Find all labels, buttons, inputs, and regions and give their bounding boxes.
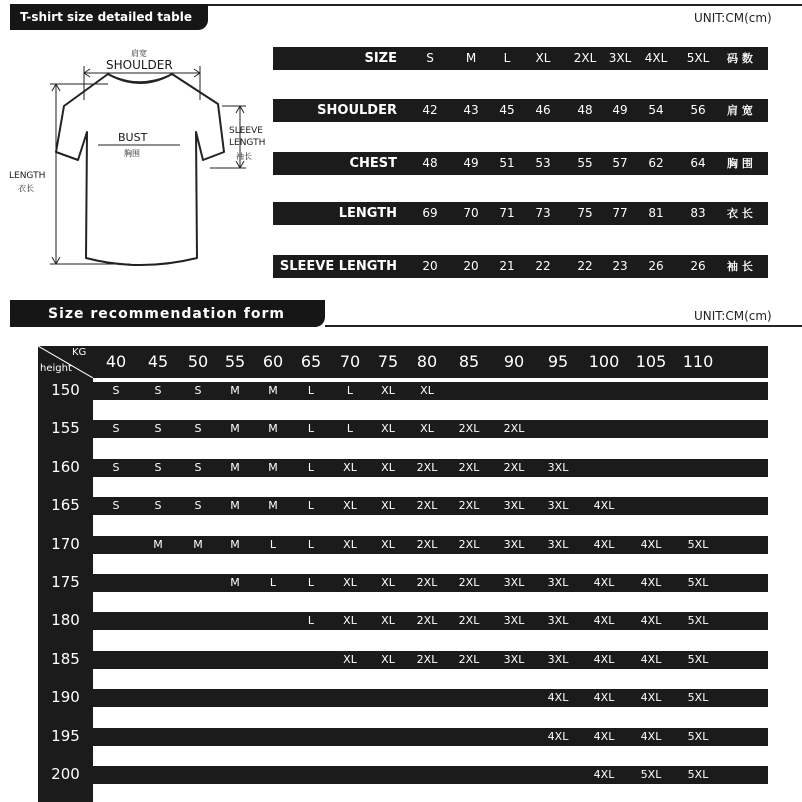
weight-header: 70: [339, 352, 361, 371]
recommendation-cell: L: [269, 576, 277, 589]
weight-header: 80: [416, 352, 438, 371]
section2-unit: UNIT:CM(cm): [694, 309, 772, 323]
weight-header: 85: [458, 352, 480, 371]
recommendation-cell: XL: [381, 576, 395, 589]
recommendation-cell: M: [230, 537, 240, 551]
size-table-cell: 51: [499, 156, 515, 170]
size-row-label-cn: 肩 宽: [727, 104, 753, 117]
weight-header: 55: [224, 352, 246, 371]
recommendation-cell: 4XL: [640, 729, 662, 743]
recommendation-cell: L: [307, 576, 315, 589]
recommendation-cell: S: [194, 384, 202, 397]
recommendation-cell: 4XL: [593, 652, 615, 666]
length-label: LENGTH: [9, 171, 46, 181]
sleeve-label-1: SLEEVE: [229, 126, 263, 136]
bust-label-cn: 胸围: [124, 149, 140, 158]
recommendation-cell: L: [346, 384, 354, 397]
recommendation-cell: 5XL: [687, 729, 709, 743]
recommendation-cell: XL: [381, 537, 395, 551]
size-table-cell: L: [503, 51, 511, 65]
recommendation-cell: L: [346, 422, 354, 436]
recommendation-cell: 4XL: [640, 652, 662, 666]
recommendation-cell: S: [154, 460, 162, 474]
size-row-label: CHEST: [349, 156, 397, 171]
recommendation-cell: 3XL: [547, 537, 569, 551]
size-table-cell: 5XL: [686, 51, 710, 65]
recommendation-cell: 5XL: [687, 768, 709, 781]
recommendation-row: [93, 459, 768, 477]
size-table-cell: 49: [612, 103, 628, 117]
recommendation-cell: 3XL: [503, 537, 525, 551]
size-row-label-cn: 码 数: [727, 52, 753, 65]
height-label-cell: 160: [51, 457, 80, 476]
size-table-cell: 69: [422, 206, 438, 220]
section2-title: [10, 300, 325, 327]
recommendation-cell: L: [307, 422, 315, 436]
height-label-cell: 185: [51, 649, 80, 668]
section2-divider: [325, 325, 802, 327]
recommendation-cell: S: [194, 499, 202, 513]
recommendation-cell: 2XL: [503, 460, 525, 474]
height-label-cell: 170: [51, 534, 80, 553]
size-table-row: [273, 152, 768, 175]
size-table-cell: 55: [577, 156, 593, 170]
recommendation-cell: 2XL: [416, 652, 438, 666]
size-table-cell: 71: [499, 206, 515, 220]
sleeve-label-2: LENGTH: [229, 138, 266, 148]
recommendation-cell: S: [194, 422, 202, 436]
recommendation-row: [93, 574, 768, 592]
bust-label: BUST: [118, 131, 148, 144]
recommendation-cell: M: [230, 384, 240, 397]
size-table-cell: 3XL: [608, 51, 632, 65]
height-label-cell: 190: [51, 688, 80, 707]
size-table-cell: 43: [463, 103, 479, 117]
shoulder-label: SHOULDER: [106, 58, 173, 72]
recommendation-cell: L: [307, 499, 315, 513]
recommendation-cell: 2XL: [458, 652, 480, 666]
weight-header: 75: [377, 352, 399, 371]
recommendation-cell: S: [154, 384, 162, 397]
size-table-cell: 22: [577, 259, 593, 273]
recommendation-cell: S: [154, 499, 162, 513]
size-table-cell: 83: [690, 206, 706, 220]
weight-header: 95: [547, 352, 569, 371]
size-table-cell: 2XL: [573, 51, 597, 65]
size-table-row: [273, 202, 768, 225]
height-label: height: [40, 363, 72, 374]
length-label-cn: 衣长: [18, 184, 34, 193]
size-table-cell: 21: [499, 259, 515, 273]
size-table-cell: 53: [535, 156, 551, 170]
height-label-cell: 195: [51, 726, 80, 745]
recommendation-cell: 3XL: [547, 614, 569, 628]
kg-label: KG: [72, 347, 87, 358]
size-table-cell: 26: [648, 259, 664, 273]
recommendation-cell: S: [112, 384, 120, 397]
recommendation-cell: 4XL: [593, 729, 615, 743]
recommendation-cell: 5XL: [687, 614, 709, 628]
recommendation-row: [93, 689, 768, 707]
size-row-label: SHOULDER: [317, 103, 397, 118]
section1-title: [10, 4, 208, 30]
recommendation-cell: 4XL: [547, 729, 569, 743]
height-label-cell: 200: [51, 765, 80, 783]
size-table-cell: 45: [499, 103, 515, 117]
recommendation-cell: XL: [381, 614, 395, 628]
size-table-cell: 54: [648, 103, 664, 117]
recommendation-cell: 2XL: [416, 576, 438, 589]
recommendation-cell: 4XL: [593, 499, 615, 513]
height-label-cell: 180: [51, 611, 80, 630]
size-table-cell: 22: [535, 259, 551, 273]
recommendation-row: [93, 728, 768, 746]
recommendation-cell: 2XL: [458, 422, 480, 436]
recommendation-cell: 5XL: [687, 691, 709, 705]
recommendation-cell: L: [269, 537, 277, 551]
recommendation-cell: 5XL: [640, 768, 662, 781]
weight-header: 45: [147, 352, 169, 371]
weight-header: 105: [635, 352, 667, 371]
recommendation-cell: S: [112, 422, 120, 436]
recommendation-cell: XL: [420, 422, 434, 436]
section1-divider: [208, 4, 802, 6]
recommendation-cell: XL: [343, 614, 357, 628]
weight-header: 60: [262, 352, 284, 371]
recommendation-cell: 4XL: [593, 614, 615, 628]
recommendation-cell: 3XL: [503, 652, 525, 666]
height-label-cell: 150: [51, 381, 80, 399]
recommendation-cell: M: [230, 422, 240, 436]
size-table-cell: 49: [463, 156, 479, 170]
size-row-label: LENGTH: [338, 206, 397, 221]
recommendation-cell: 3XL: [547, 499, 569, 513]
shoulder-label-cn: 肩宽: [131, 49, 147, 58]
recommendation-cell: XL: [381, 422, 395, 436]
size-table-cell: 75: [577, 206, 593, 220]
recommendation-cell: 2XL: [416, 460, 438, 474]
recommendation-cell: 3XL: [547, 460, 569, 474]
recommendation-cell: 4XL: [593, 537, 615, 551]
recommendation-cell: 2XL: [458, 537, 480, 551]
size-table-cell: 77: [612, 206, 628, 220]
section2-title-text: Size recommendation form: [48, 305, 285, 322]
recommendation-cell: XL: [381, 384, 395, 397]
recommendation-cell: 2XL: [458, 460, 480, 474]
recommendation-cell: XL: [343, 460, 357, 474]
height-label-cell: 155: [51, 419, 80, 438]
recommendation-cell: XL: [381, 460, 395, 474]
recommendation-cell: 2XL: [416, 499, 438, 513]
section1-title-text: T-shirt size detailed table: [20, 10, 192, 24]
recommendation-cell: L: [307, 614, 315, 628]
size-table-cell: S: [426, 51, 434, 65]
recommendation-row: [93, 612, 768, 630]
size-row-label: SIZE: [364, 51, 397, 66]
size-table-cell: 73: [535, 206, 551, 220]
size-table-cell: 42: [422, 103, 438, 117]
size-table-cell: 23: [612, 259, 628, 273]
recommendation-row: [93, 766, 768, 784]
recommendation-cell: 3XL: [503, 499, 525, 513]
size-row-label-cn: 胸 围: [727, 157, 753, 170]
recommendation-cell: M: [230, 576, 240, 589]
size-table-cell: XL: [535, 51, 551, 65]
recommendation-cell: 4XL: [593, 576, 615, 589]
size-table-row: [273, 99, 768, 122]
size-table-cell: 70: [463, 206, 479, 220]
recommendation-cell: M: [230, 499, 240, 513]
recommendation-cell: XL: [381, 499, 395, 513]
size-table-cell: 26: [690, 259, 706, 273]
recommendation-cell: 5XL: [687, 576, 709, 589]
recommendation-row: [93, 536, 768, 554]
recommendation-cell: XL: [343, 576, 357, 589]
weight-header: 40: [105, 352, 127, 371]
sleeve-label-cn: 袖长: [236, 152, 252, 161]
recommendation-cell: 4XL: [593, 768, 615, 781]
size-table-cell: 20: [463, 259, 479, 273]
recommendation-cell: 5XL: [687, 652, 709, 666]
size-table-cell: 64: [690, 156, 706, 170]
recommendation-cell: 3XL: [547, 652, 569, 666]
recommendation-cell: M: [230, 460, 240, 474]
recommendation-cell: S: [112, 499, 120, 513]
weight-header: 100: [588, 352, 620, 371]
recommendation-cell: M: [193, 537, 203, 551]
recommendation-cell: 4XL: [547, 691, 569, 705]
height-label-cell: 175: [51, 573, 80, 591]
recommendation-cell: 4XL: [640, 614, 662, 628]
recommendation-cell: 3XL: [503, 614, 525, 628]
recommendation-cell: 2XL: [458, 576, 480, 589]
size-row-label: SLEEVE LENGTH: [279, 259, 397, 274]
recommendation-cell: S: [112, 460, 120, 474]
recommendation-cell: L: [307, 384, 315, 397]
recommendation-cell: 2XL: [458, 499, 480, 513]
size-table-cell: 48: [422, 156, 438, 170]
recommendation-cell: 4XL: [640, 691, 662, 705]
size-table-row: [273, 255, 768, 278]
recommendation-cell: L: [307, 537, 315, 551]
recommendation-cell: M: [268, 460, 278, 474]
size-table-cell: M: [465, 51, 477, 65]
size-table-cell: 20: [422, 259, 438, 273]
recommendation-cell: XL: [381, 652, 395, 666]
size-table-cell: 4XL: [644, 51, 668, 65]
recommendation-row: [93, 651, 768, 669]
weight-header: 90: [503, 352, 525, 371]
recommendation-cell: 2XL: [416, 614, 438, 628]
recommendation-cell: 2XL: [416, 537, 438, 551]
recommendation-cell: XL: [343, 499, 357, 513]
height-label-cell: 165: [51, 496, 80, 515]
recommendation-cell: M: [268, 384, 278, 397]
size-table-cell: 81: [648, 206, 664, 220]
recommendation-cell: 3XL: [503, 576, 525, 589]
recommendation-cell: L: [307, 460, 315, 474]
tshirt-icon: [0, 40, 272, 280]
section1-unit: UNIT:CM(cm): [694, 11, 772, 25]
recommendation-cell: S: [154, 422, 162, 436]
recommendation-cell: XL: [343, 537, 357, 551]
recommendation-cell: M: [268, 422, 278, 436]
size-table-cell: 62: [648, 156, 664, 170]
recommendation-cell: XL: [343, 652, 357, 666]
size-table-cell: 48: [577, 103, 593, 117]
recommendation-cell: 2XL: [503, 422, 525, 436]
recommendation-cell: M: [153, 537, 163, 551]
tshirt-diagram: [0, 40, 272, 280]
recommendation-row: [93, 497, 768, 515]
size-table-cell: 46: [535, 103, 551, 117]
recommendation-row: [93, 420, 768, 438]
size-table-row: [273, 47, 768, 70]
weight-header: 65: [300, 352, 322, 371]
size-table-cell: 56: [690, 103, 706, 117]
recommendation-cell: M: [268, 499, 278, 513]
recommendation-cell: 3XL: [547, 576, 569, 589]
size-recommendation-table: [38, 346, 768, 802]
recommendation-cell: S: [194, 460, 202, 474]
recommendation-cell: 4XL: [640, 537, 662, 551]
recommendation-cell: 5XL: [687, 537, 709, 551]
recommendation-cell: 4XL: [593, 691, 615, 705]
size-row-label-cn: 袖 长: [727, 260, 753, 273]
size-row-label-cn: 衣 长: [727, 207, 753, 220]
recommendation-row: [93, 382, 768, 400]
weight-header: 110: [682, 352, 714, 371]
size-table-cell: 57: [612, 156, 628, 170]
recommendation-cell: 4XL: [640, 576, 662, 589]
recommendation-cell: XL: [420, 384, 434, 397]
recommendation-cell: 2XL: [458, 614, 480, 628]
weight-header: 50: [187, 352, 209, 371]
